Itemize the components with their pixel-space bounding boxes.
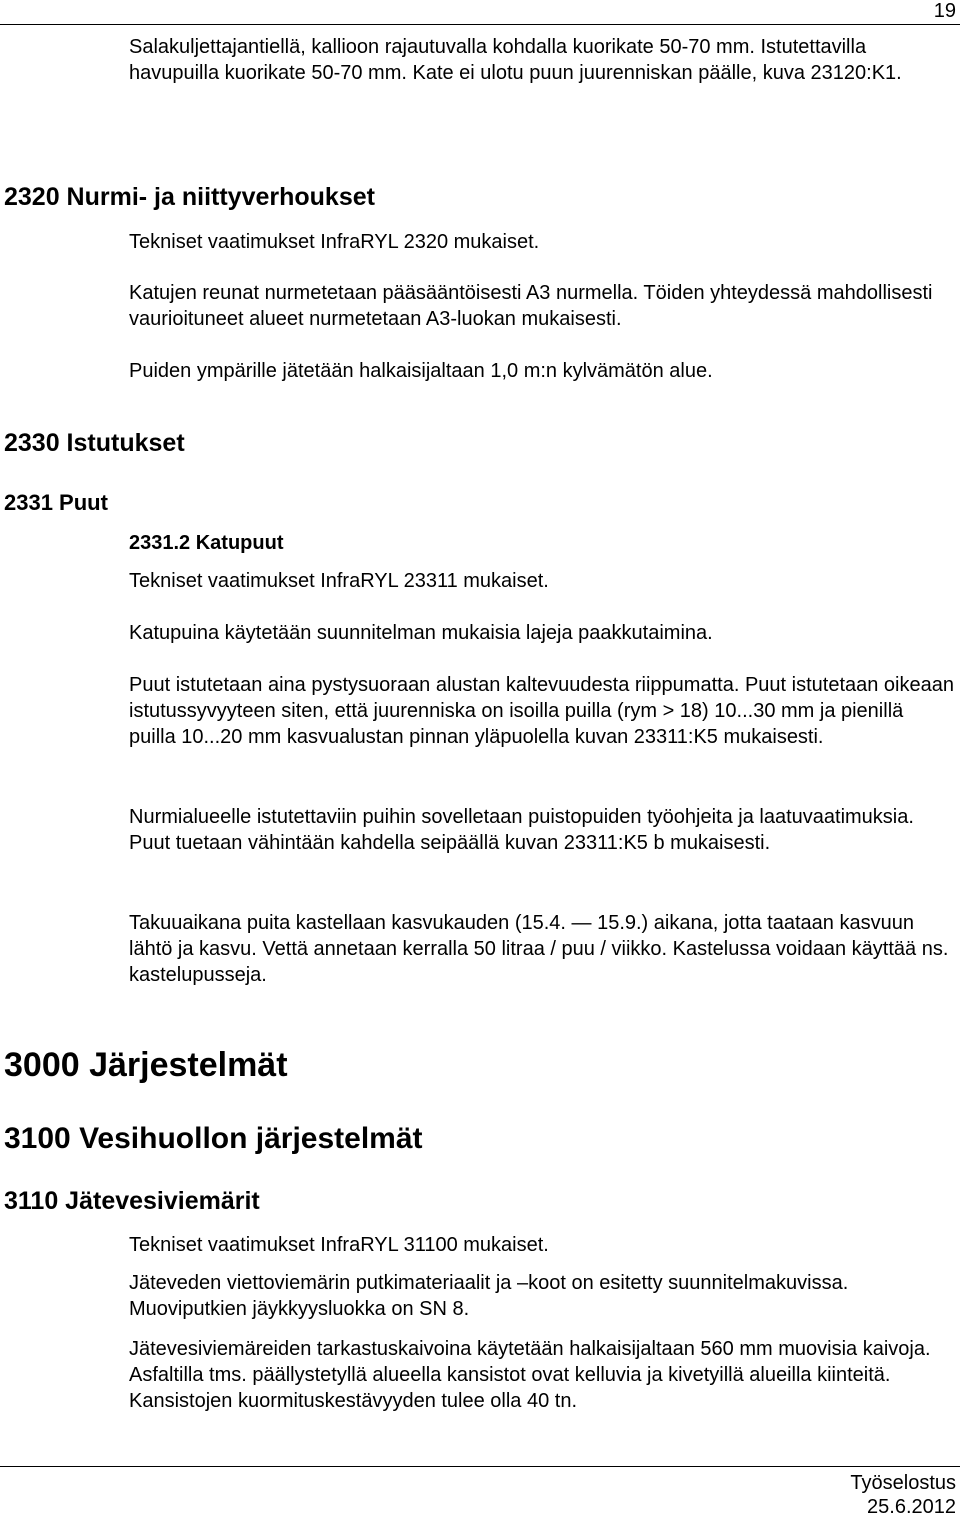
paragraph-2331-lawn: Nurmialueelle istutettaviin puihin sovelletaan puistopuiden työohjeita ja laatuvaatimuksia. Puut tuetaan vähintään kahdella seipäällä kuvan 23311:K5 b mukaisesti.	[129, 806, 914, 854]
paragraph-3110-wells: Jätevesiviemäreiden tarkastuskaivoina käytetään halkaisijaltaan 560 mm muovisia kaivoja. Asfaltilla tms. päällystetyllä alueella kansistot ovat kelluvia ja kivetyillä alueilla kiinteitä. Kansistojen kuormituskestävyyden tulee olla 40 tn.	[129, 1338, 931, 1412]
heading-3100: 3100 Vesihuollon järjestelmät	[4, 1122, 423, 1155]
paragraph-2331-requirements: Tekniset vaatimukset InfraRYL 23311 mukaiset.	[129, 570, 549, 592]
paragraph-3110-pipes: Jäteveden viettoviemärin putkimateriaalit ja –koot on esitetty suunnitelmakuvissa. Muoviputkien jäykkyysluokka on SN 8.	[129, 1272, 849, 1320]
paragraph-2320-requirements: Tekniset vaatimukset InfraRYL 2320 mukaiset.	[129, 231, 540, 253]
heading-2320: 2320 Nurmi- ja niittyverhoukset	[4, 183, 375, 211]
page-number: 19	[933, 0, 956, 22]
paragraph-2320-trees: Puiden ympärille jätetään halkaisijaltaan 1,0 m:n kylvämätön alue.	[129, 360, 713, 382]
footer-doc-type: Työselostus	[850, 1472, 956, 1494]
paragraph-2331-warranty: Takuuaikana puita kastellaan kasvukauden (15.4. — 15.9.) aikana, jotta taataan kasvuun lähtö ja kasvu. Vettä annetaan kerralla 50 litraa / puu / viikko. Kastelussa voidaan käyttää ns. kastelupusseja.	[129, 912, 949, 986]
footer-rule	[0, 1466, 960, 1467]
heading-3000: 3000 Järjestelmät	[4, 1046, 288, 1084]
paragraph-intro: Salakuljettajantiellä, kallioon rajautuvalla kohdalla kuorikate 50-70 mm. Istutettavilla havupuilla kuorikate 50-70 mm. Kate ei ulotu puun juurenniskan päälle, kuva 23120:K1.	[129, 36, 902, 84]
paragraph-2331-species: Katupuina käytetään suunnitelman mukaisia lajeja paakkutaimina.	[129, 622, 713, 644]
paragraph-2331-planting: Puut istutetaan aina pystysuoraan alustan kaltevuudesta riippumatta. Puut istutetaan oikeaan istutussyvyyteen siten, että juurenniska on isoilla puilla (rym > 18) 10...30 mm ja pienillä puilla 10...20 mm kasvualustan pinnan yläpuolella kuvan 23311:K5 mukaisesti.	[129, 674, 954, 748]
paragraph-2320-edges: Katujen reunat nurmetetaan pääsääntöisesti A3 nurmella. Töiden yhteydessä mahdollisesti vaurioituneet alueet nurmetetaan A3-luokan mukaisesti.	[129, 282, 933, 330]
header-rule	[0, 24, 960, 25]
heading-2331: 2331 Puut	[4, 490, 108, 515]
heading-2330: 2330 Istutukset	[4, 429, 185, 457]
heading-3110: 3110 Jätevesiviemärit	[4, 1187, 260, 1215]
paragraph-3110-requirements: Tekniset vaatimukset InfraRYL 31100 mukaiset.	[129, 1234, 549, 1256]
heading-2331-2: 2331.2 Katupuut	[129, 532, 284, 554]
footer-date: 25.6.2012	[867, 1496, 956, 1518]
